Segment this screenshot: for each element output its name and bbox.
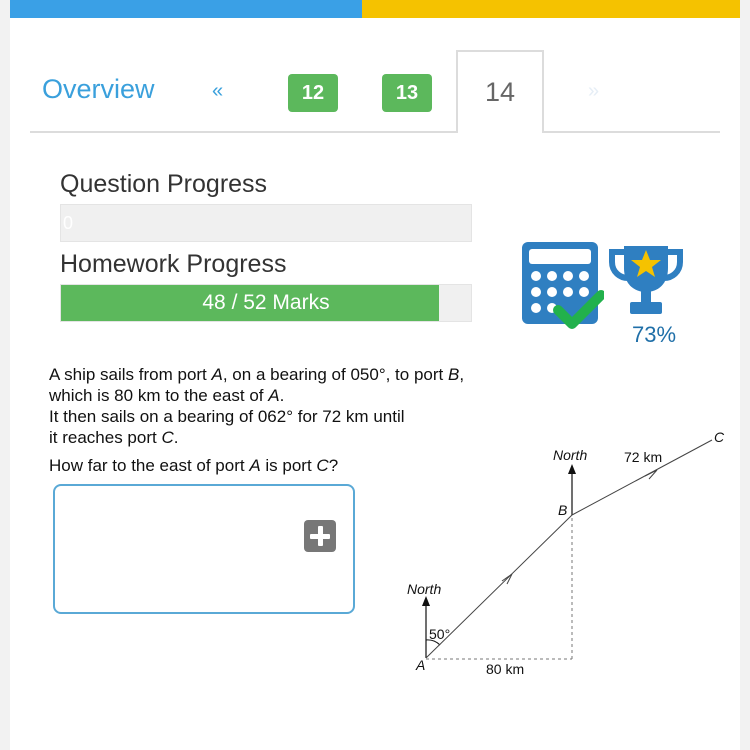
question-prompt: How far to the east of port A is port C? xyxy=(49,456,339,475)
question-line-1: A ship sails from port A, on a bearing of 050°, to port B, xyxy=(49,365,465,384)
top-color-bar xyxy=(10,0,740,18)
topbar-blue-segment xyxy=(10,0,362,18)
question-tabs xyxy=(30,50,720,134)
question-progress-value: 0 xyxy=(63,213,74,233)
homework-progress-title: Homework Progress xyxy=(60,250,287,278)
tabs-divider xyxy=(30,131,720,133)
point-c-label: C xyxy=(714,429,725,445)
question-tab-13[interactable]: 13 xyxy=(382,74,432,112)
tab-overview[interactable]: Overview xyxy=(42,74,155,104)
previous-page-button[interactable]: « xyxy=(212,80,224,102)
point-b-label: B xyxy=(558,502,568,518)
homework-progress-text: 48 / 52 Marks xyxy=(202,291,330,314)
topbar-yellow-segment xyxy=(362,0,740,18)
question-line-2: which is 80 km to the east of A. xyxy=(49,386,285,405)
question-line-4: it reaches port C. xyxy=(49,428,179,447)
distance-bc-label: 72 km xyxy=(624,449,663,465)
page xyxy=(10,0,740,750)
north-label-a: North xyxy=(407,581,442,597)
homework-progress-bar xyxy=(60,284,472,322)
path-ab xyxy=(426,515,572,658)
angle-label: 50° xyxy=(429,626,451,642)
question-progress-bar xyxy=(60,204,472,242)
next-page-button[interactable]: » xyxy=(588,80,600,102)
bearing-diagram xyxy=(380,420,740,700)
north-arrow-a xyxy=(422,596,430,606)
question-tab-12[interactable]: 12 xyxy=(288,74,338,112)
distance-ab-east-label: 80 km xyxy=(486,661,525,677)
trophy-icon xyxy=(608,244,684,318)
point-a-label: A xyxy=(416,657,426,673)
question-tab-current[interactable]: 14 xyxy=(456,50,544,133)
score-percentage: 73% xyxy=(631,322,677,347)
calculator-allowed-icon xyxy=(522,242,604,332)
question-line-3: It then sails on a bearing of 062° for 72 km until xyxy=(49,407,405,426)
question-progress-title: Question Progress xyxy=(60,170,268,198)
north-arrow-b xyxy=(568,464,576,474)
plus-icon[interactable] xyxy=(304,520,336,552)
calculator-screen xyxy=(529,249,591,264)
north-label-b: North xyxy=(553,447,588,463)
